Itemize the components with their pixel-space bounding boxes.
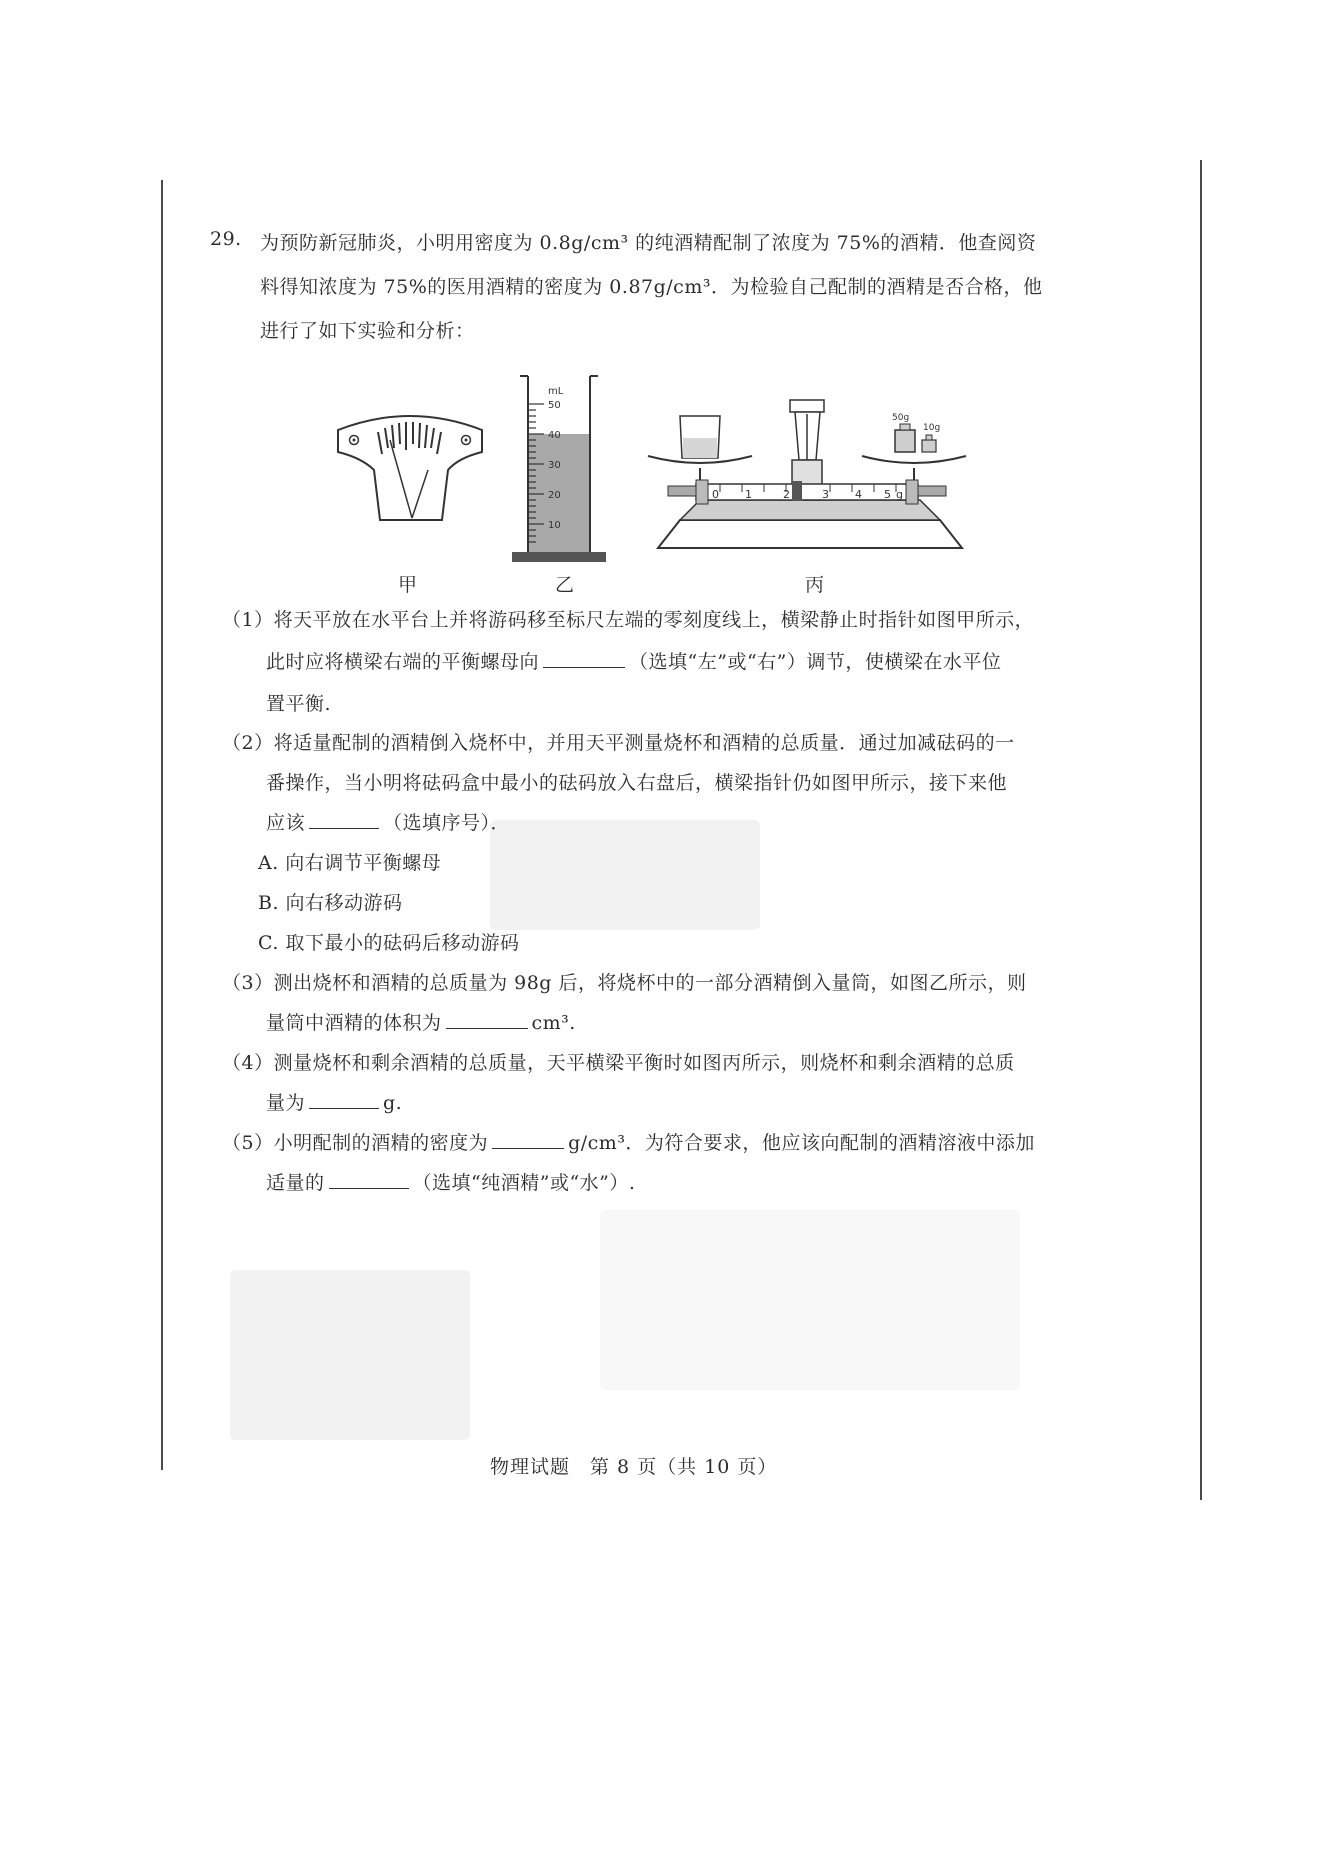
question-intro-line: 为预防新冠肺炎，小明用密度为 0.8g/cm³ 的纯酒精配制了浓度为 75%的酒精．他查阅资 — [260, 232, 1037, 254]
figure-label-bing: 丙 — [805, 574, 825, 596]
part3-line — [266, 1008, 576, 1035]
page-frame-right-line — [1200, 160, 1202, 1500]
part1-text: （选填“左”或“右”）调节，使横梁在水平位 — [629, 651, 1002, 673]
ruler-tick-label: 2 — [783, 488, 790, 501]
part5-line — [222, 1128, 1035, 1155]
part4-line — [266, 1088, 402, 1115]
part5-line — [266, 1168, 635, 1195]
part3-line: （3）测出烧杯和酒精的总质量为 98g 后，将烧杯中的一部分酒精倒入量筒，如图乙所示，则 — [222, 972, 1027, 994]
ruler-tick-label: 4 — [855, 488, 862, 501]
part2-text: （选填序号）． — [383, 812, 511, 834]
cylinder-unit: mL — [548, 386, 564, 397]
part2-line — [266, 808, 510, 835]
part5-text: （选填“纯酒精”或“水”）. — [412, 1172, 636, 1194]
weight-label: 10g — [923, 423, 941, 433]
part4-text: g. — [383, 1092, 403, 1114]
answer-blank-1[interactable] — [543, 667, 625, 668]
page-footer: 物理试题 第 8 页（共 10 页） — [490, 1456, 778, 1478]
figure-yi-graduated-cylinder — [506, 370, 616, 570]
ruler-tick-label: 1 — [745, 488, 752, 501]
answer-blank-4[interactable] — [309, 1108, 379, 1109]
answer-blank-2[interactable] — [309, 828, 379, 829]
answer-blank-6[interactable] — [329, 1188, 409, 1189]
part4-line: （4）测量烧杯和剩余酒精的总质量，天平横梁平衡时如图丙所示，则烧杯和剩余酒精的总质 — [222, 1052, 1015, 1074]
figure-bing-balance — [640, 380, 990, 560]
part2-text: 应该 — [266, 812, 306, 834]
cylinder-tick-label: 10 — [548, 520, 561, 531]
ruler-tick-label: 0 — [712, 488, 719, 501]
part2-line: （2）将适量配制的酒精倒入烧杯中，并用天平测量烧杯和酒精的总质量．通过加减砝码的一 — [222, 732, 1015, 754]
part5-text: 适量的 — [266, 1172, 325, 1194]
part2-line: 番操作，当小明将砝码盒中最小的砝码放入右盘后，横梁指针仍如图甲所示，接下来他 — [266, 772, 1008, 794]
option-a: A. 向右调节平衡螺母 — [258, 852, 442, 874]
question-number: 29. — [210, 228, 242, 250]
question-intro-line: 料得知浓度为 75%的医用酒精的密度为 0.87g/cm³．为检验自己配制的酒精是否合格，他 — [260, 276, 1043, 298]
part5-text: g/cm³．为符合要求，他应该向配制的酒精溶液中添加 — [568, 1132, 1035, 1154]
answer-blank-5[interactable] — [492, 1148, 564, 1149]
part5-text: （5）小明配制的酒精的密度为 — [222, 1132, 489, 1154]
part1-line: （1）将天平放在水平台上并将游码移至标尺左端的零刻度线上，横梁静止时指针如图甲所示， — [222, 609, 1035, 631]
ruler-tick-label: g — [896, 488, 903, 501]
ruler-tick-label: 3 — [822, 488, 829, 501]
scan-smudge — [600, 1210, 1020, 1390]
weight-label: 50g — [892, 413, 910, 423]
part1-text: 此时应将横梁右端的平衡螺母向 — [266, 651, 540, 673]
part3-text: 量筒中酒精的体积为 — [266, 1012, 442, 1034]
option-c: C. 取下最小的砝码后移动游码 — [258, 932, 520, 954]
page-frame-left-line — [161, 180, 163, 1470]
part1-line — [266, 647, 1001, 674]
figure-jia-pointer-scale — [330, 410, 490, 525]
answer-blank-3[interactable] — [446, 1028, 528, 1029]
figure-label-yi: 乙 — [555, 574, 575, 596]
part1-line: 置平衡. — [266, 693, 332, 715]
cylinder-tick-label: 30 — [548, 460, 561, 471]
cylinder-tick-label: 20 — [548, 490, 561, 501]
figure-label-jia: 甲 — [398, 574, 418, 596]
ruler-tick-label: 5 — [884, 488, 891, 501]
scan-smudge — [230, 1270, 470, 1440]
cylinder-tick-label: 50 — [548, 400, 561, 411]
option-b: B. 向右移动游码 — [258, 892, 403, 914]
question-intro-line: 进行了如下实验和分析： — [260, 320, 475, 342]
part4-text: 量为 — [266, 1092, 306, 1114]
scan-smudge — [490, 820, 760, 930]
part3-text: cm³. — [531, 1012, 576, 1034]
cylinder-tick-label: 40 — [548, 430, 561, 441]
